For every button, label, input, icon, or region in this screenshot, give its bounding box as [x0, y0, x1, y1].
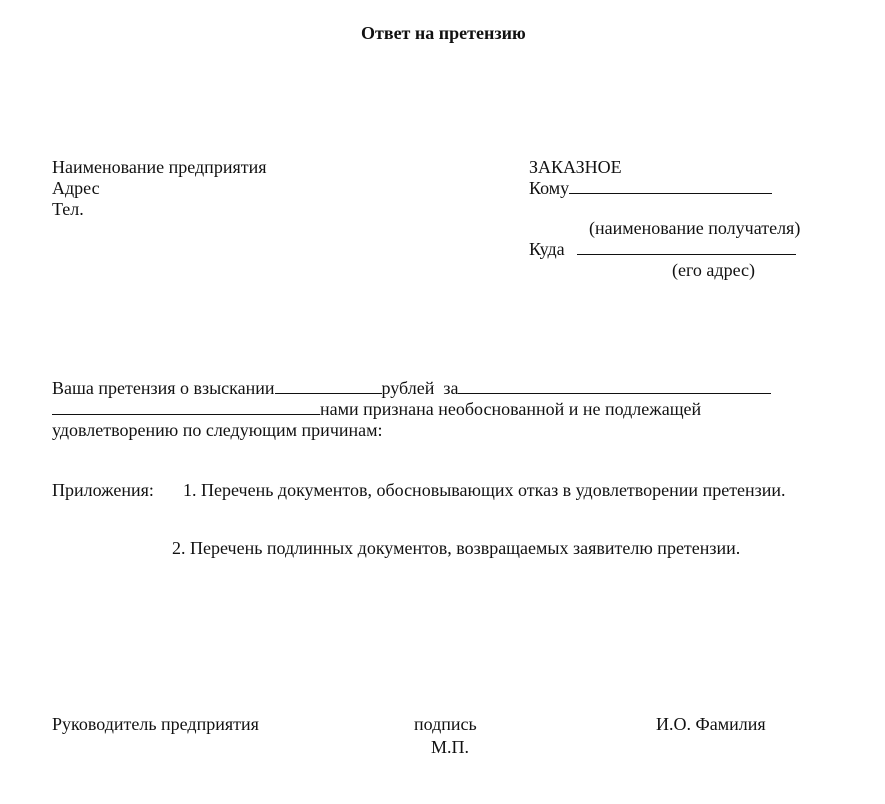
amount-blank	[275, 378, 382, 394]
to-line	[529, 178, 772, 199]
to-blank	[569, 178, 772, 194]
reason-blank-2	[52, 399, 320, 415]
where-hint: (его адрес)	[672, 260, 755, 280]
rubles-text: рублей за	[381, 378, 459, 398]
signer-name: И.О. Фамилия	[656, 714, 766, 734]
body-line-3: удовлетворению по следующим причинам:	[52, 420, 383, 440]
sender-name: Наименование предприятия	[52, 157, 267, 177]
where-blank	[577, 239, 796, 255]
sender-address: Адрес	[52, 178, 100, 198]
sender-phone: Тел.	[52, 199, 84, 219]
body-line-2	[52, 399, 701, 420]
attachment-item-1: 1. Перечень документов, обосновывающих отказ в удовлетворении претензии.	[183, 480, 786, 500]
body-line-1	[52, 378, 771, 399]
stamp-label: М.П.	[431, 737, 470, 757]
registered-mark: ЗАКАЗНОЕ	[529, 157, 622, 177]
attachment-item-2: 2. Перечень подлинных документов, возвращаемых заявителю претензии.	[172, 538, 741, 558]
signature-label: подпись	[414, 714, 477, 734]
where-label: Куда	[529, 239, 565, 259]
signer-position: Руководитель предприятия	[52, 714, 259, 734]
claim-text: Ваша претензия о взыскании	[52, 378, 275, 398]
document-title: Ответ на претензию	[361, 23, 526, 43]
where-line	[529, 239, 796, 260]
reason-blank	[458, 378, 771, 394]
to-label: Кому	[529, 178, 570, 198]
to-hint: (наименование получателя)	[589, 218, 801, 238]
attachments-label: Приложения:	[52, 480, 154, 500]
rejected-text: нами признана необоснованной и не подлежащей	[320, 399, 702, 419]
